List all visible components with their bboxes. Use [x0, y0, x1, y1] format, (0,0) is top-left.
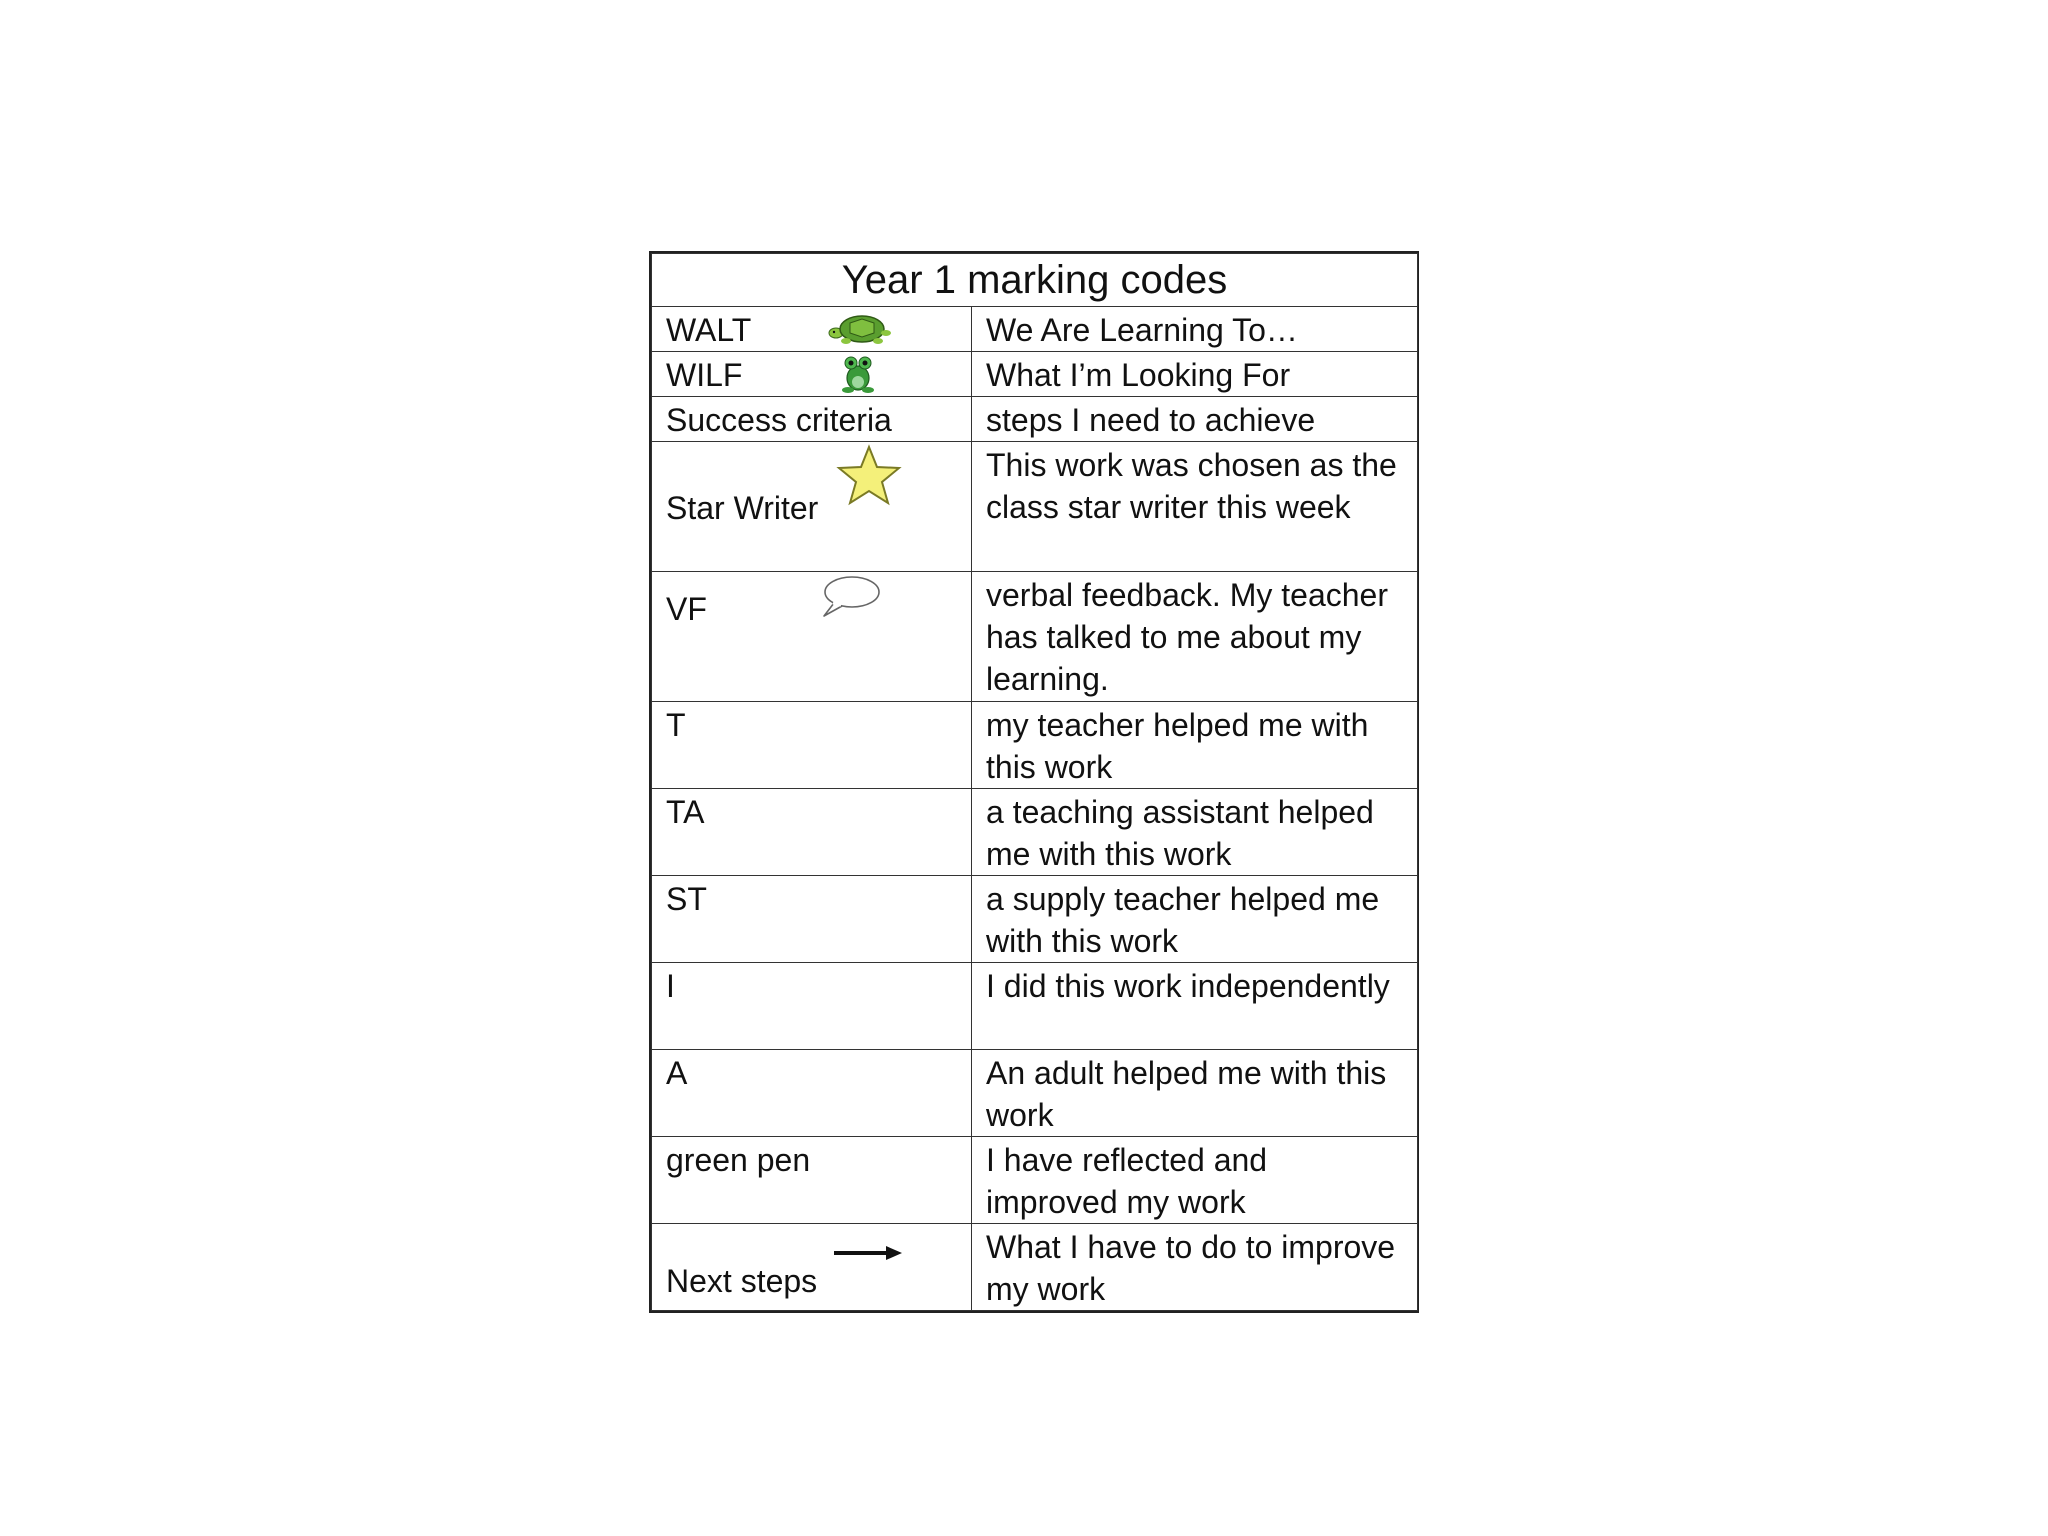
meaning-cell: my teacher helped me with this work: [972, 702, 1418, 789]
code-cell: T: [652, 702, 972, 789]
table-row: [652, 307, 1418, 352]
meaning-cell: I have reflected and improved my work: [972, 1137, 1418, 1224]
code-cell: [652, 352, 972, 397]
meaning-cell: What I’m Looking For: [972, 352, 1418, 397]
meaning-cell: We Are Learning To…: [972, 307, 1418, 352]
speech-bubble-icon: [818, 574, 882, 620]
table-row: [652, 963, 1418, 1050]
table-row: [652, 1224, 1418, 1311]
meaning-cell: I did this work independently: [972, 963, 1418, 1050]
meaning-cell: An adult helped me with this work: [972, 1050, 1418, 1137]
table-row: [652, 1050, 1418, 1137]
meaning-cell: a teaching assistant helped me with this work: [972, 789, 1418, 876]
table-row: [652, 397, 1418, 442]
code-cell: TA: [652, 789, 972, 876]
star-icon: [836, 444, 902, 506]
marking-codes-table: [651, 253, 1418, 1311]
code-label: VF: [666, 591, 707, 627]
table-row: [652, 702, 1418, 789]
table-row: [652, 876, 1418, 963]
marking-codes-sheet: [649, 251, 1419, 1313]
code-label: WILF: [666, 357, 743, 393]
code-cell: [652, 572, 972, 702]
code-label: Next steps: [666, 1263, 818, 1299]
frog-icon: [840, 354, 876, 394]
table-row: [652, 352, 1418, 397]
arrow-right-icon: [832, 1244, 904, 1262]
table-row: [652, 442, 1418, 572]
code-label: WALT: [666, 312, 752, 348]
code-cell: [652, 307, 972, 352]
code-cell: [652, 1224, 972, 1311]
code-cell: ST: [652, 876, 972, 963]
meaning-cell: steps I need to achieve: [972, 397, 1418, 442]
code-cell: green pen: [652, 1137, 972, 1224]
table-row: [652, 572, 1418, 702]
meaning-cell: What I have to do to improve my work: [972, 1224, 1418, 1311]
meaning-cell: verbal feedback. My teacher has talked to me about my learning.: [972, 572, 1418, 702]
turtle-icon: [828, 311, 894, 347]
page-title: Year 1 marking codes: [652, 254, 1418, 307]
meaning-cell: a supply teacher helped me with this work: [972, 876, 1418, 963]
code-cell: A: [652, 1050, 972, 1137]
code-cell: Success criteria: [652, 397, 972, 442]
code-label: Star Writer: [666, 489, 819, 526]
title-row: [652, 254, 1418, 307]
table-row: [652, 1137, 1418, 1224]
table-row: [652, 789, 1418, 876]
meaning-cell: This work was chosen as the class star writer this week: [972, 442, 1418, 572]
code-cell: I: [652, 963, 972, 1050]
code-cell: [652, 442, 972, 572]
